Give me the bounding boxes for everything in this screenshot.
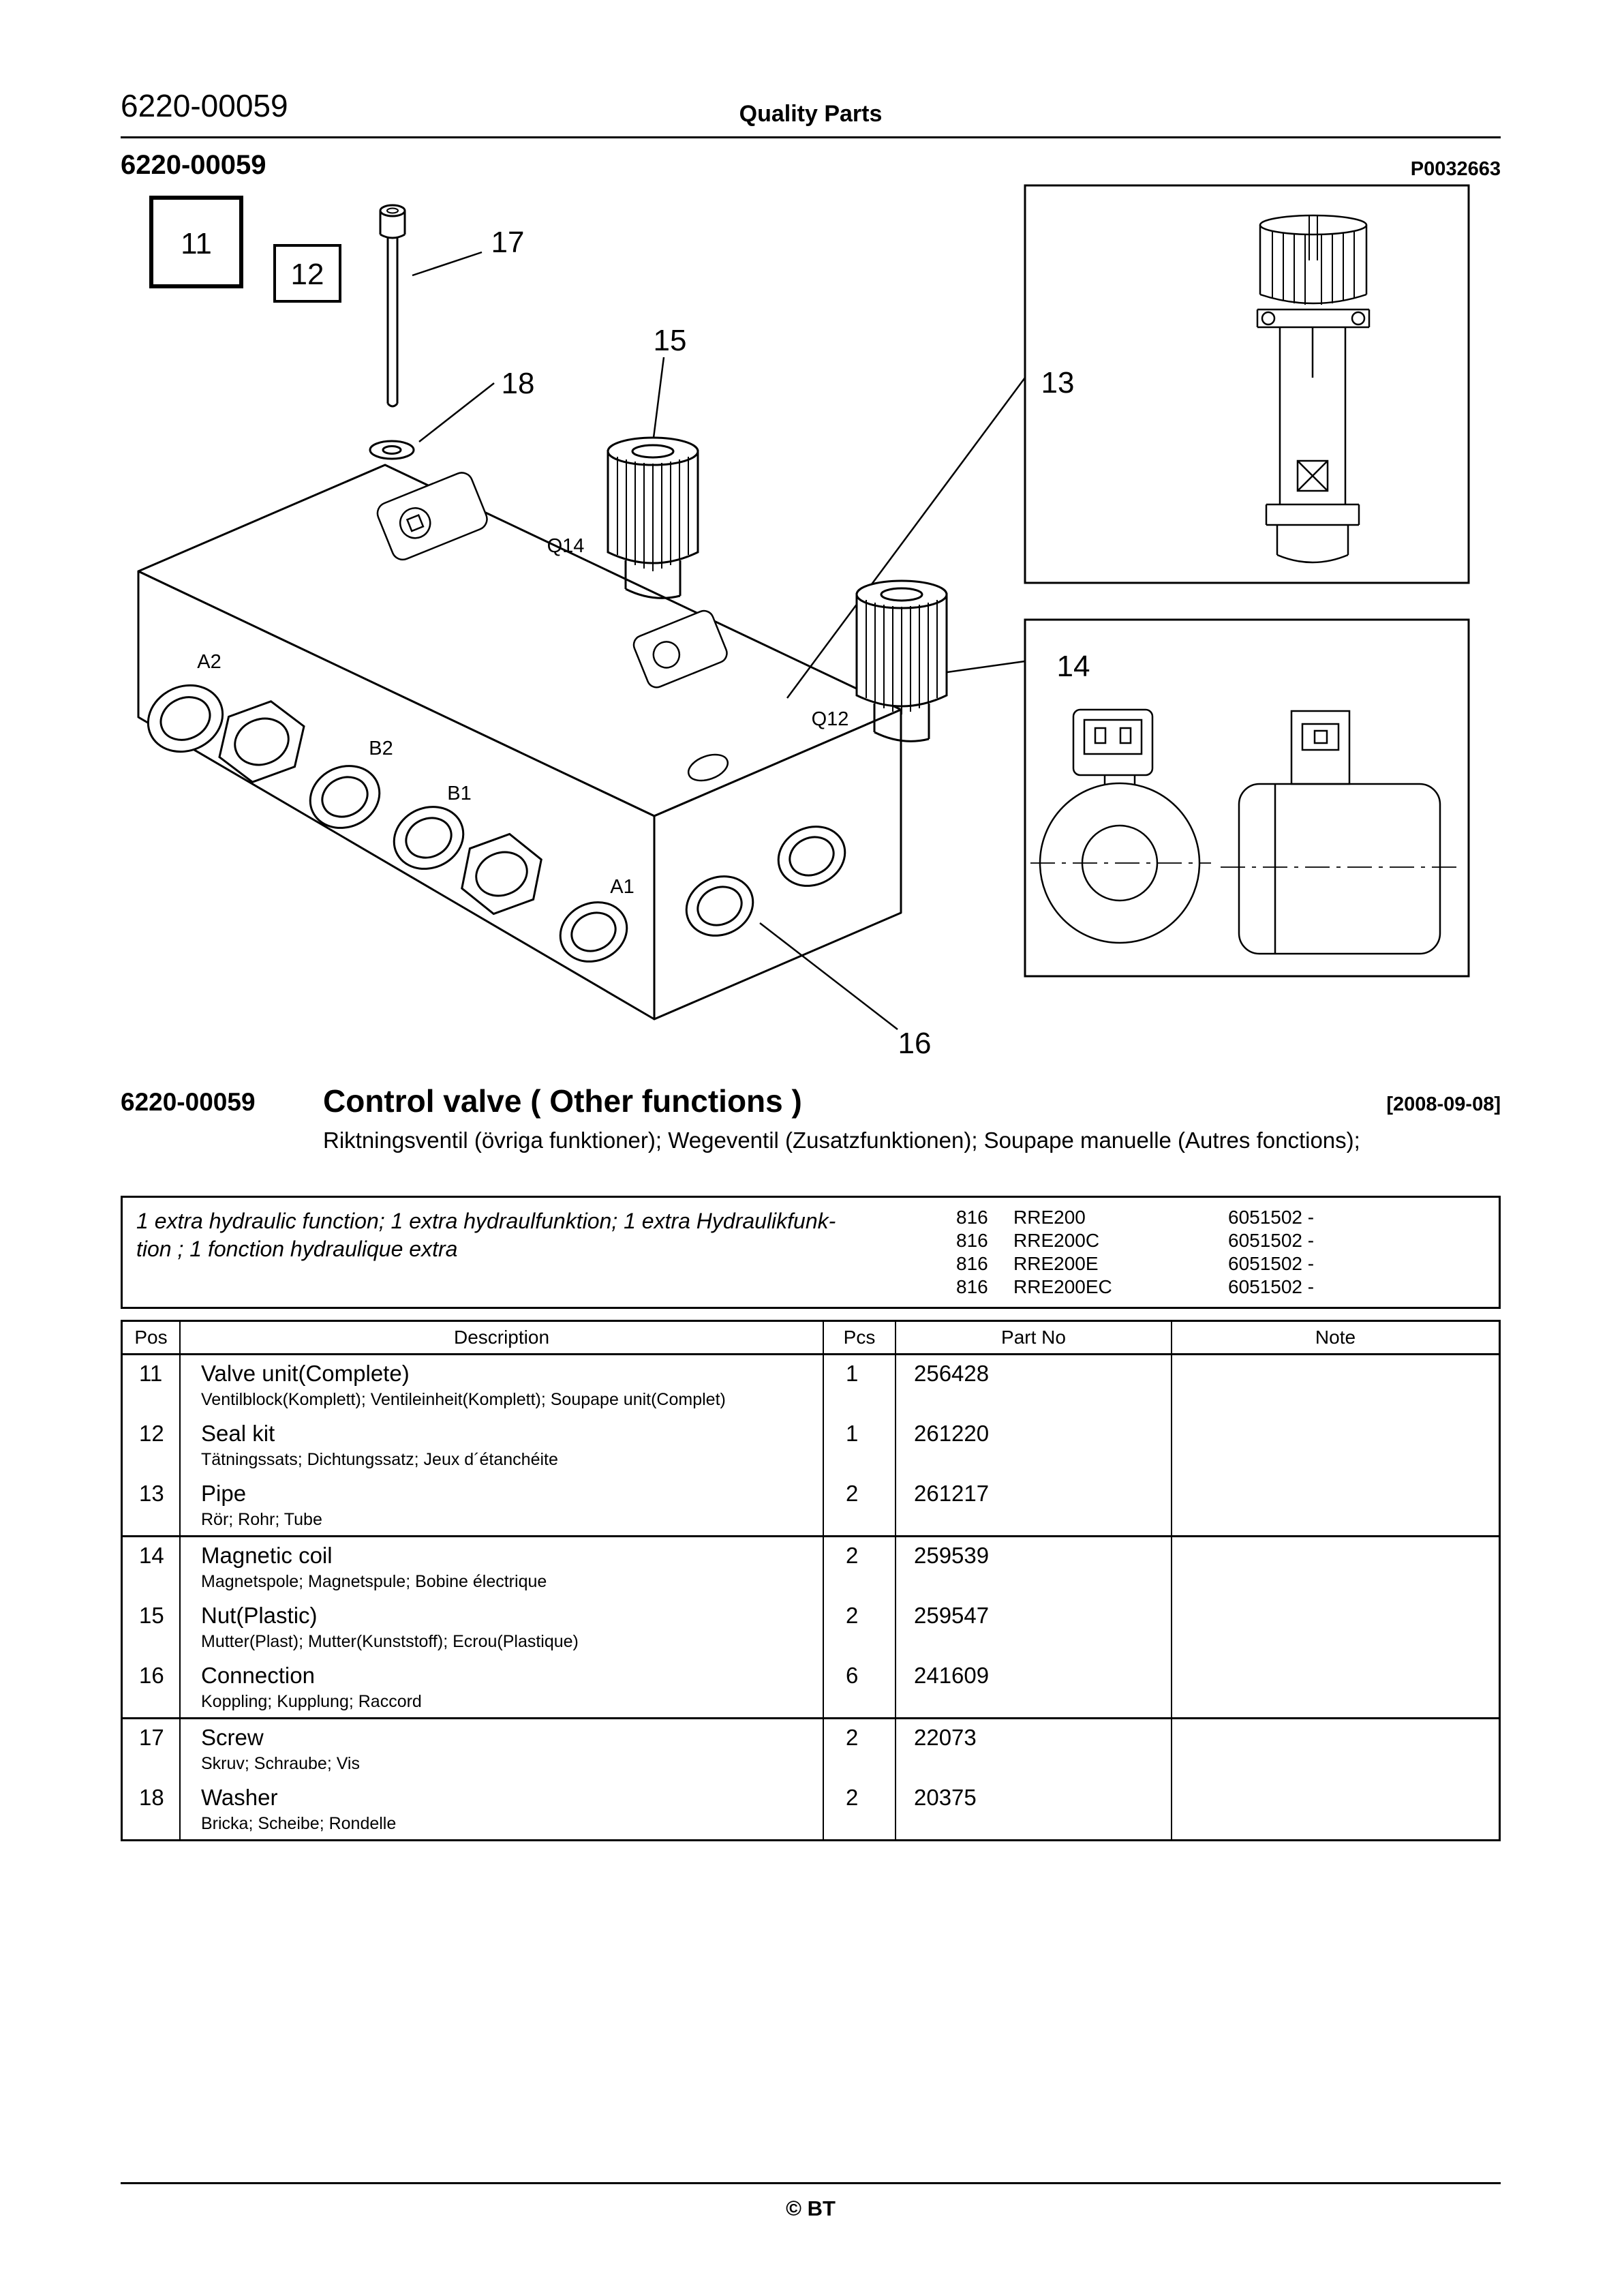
port-label-b1: B1 xyxy=(447,783,472,804)
part-pcs: 2 xyxy=(824,1597,896,1657)
part-note xyxy=(1172,1657,1499,1717)
port-label-q14: Q14 xyxy=(547,535,585,557)
part-note xyxy=(1172,1597,1499,1657)
callout-label-18: 18 xyxy=(501,367,535,400)
callout-label-14: 14 xyxy=(1056,650,1090,683)
header-center-title: Quality Parts xyxy=(739,101,883,127)
model-serial: 6051502 - xyxy=(1228,1230,1315,1251)
part-pcs: 2 xyxy=(824,1537,896,1597)
model-name: RRE200EC xyxy=(1013,1276,1112,1297)
part-description: Magnetic coil xyxy=(201,1543,333,1568)
variant-models xyxy=(956,1206,1314,1299)
part-number: 20375 xyxy=(896,1779,1172,1839)
part-description: Valve unit(Complete) xyxy=(201,1361,410,1386)
part-pos: 18 xyxy=(123,1779,181,1839)
part-pos: 13 xyxy=(123,1475,181,1535)
model-row xyxy=(956,1229,1314,1252)
part-description-i18n: Koppling; Kupplung; Raccord xyxy=(201,1692,422,1711)
model-name: RRE200E xyxy=(1013,1253,1099,1274)
part-description: Seal kit xyxy=(201,1421,275,1446)
part-number: 261217 xyxy=(896,1475,1172,1535)
part-number: 259547 xyxy=(896,1597,1172,1657)
model-name: RRE200C xyxy=(1013,1230,1100,1251)
part-description-i18n: Ventilblock(Komplett); Ventileinheit(Komplett); Soupape unit(Complet) xyxy=(201,1390,726,1409)
part-description-i18n: Skruv; Schraube; Vis xyxy=(201,1754,360,1773)
variant-description-line1: 1 extra hydraulic function; 1 extra hydraulfunktion; 1 extra Hydraulikfunk- xyxy=(136,1209,836,1233)
part-pcs: 1 xyxy=(824,1355,896,1415)
callout-label-15: 15 xyxy=(653,324,687,357)
footer-text: © BT xyxy=(786,2196,836,2220)
model-serial: 6051502 - xyxy=(1228,1276,1315,1297)
model-row xyxy=(956,1275,1314,1299)
part-pos: 15 xyxy=(123,1597,181,1657)
part-description-i18n: Rör; Rohr; Tube xyxy=(201,1510,322,1529)
section-subtitle: Riktningsventil (övriga funktioner); Wegeventil (Zusatzfunktionen); Soupape manuelle (Autres fonctions); xyxy=(323,1128,1360,1153)
detail-box-14 xyxy=(1025,620,1469,976)
part-description: Pipe xyxy=(201,1481,247,1506)
part-note xyxy=(1172,1415,1499,1475)
part-description-i18n: Bricka; Scheibe; Rondelle xyxy=(201,1814,397,1833)
part-note xyxy=(1172,1475,1499,1535)
part-number: 241609 xyxy=(896,1657,1172,1717)
plastic-nut-q14 xyxy=(608,438,698,598)
footer-rule xyxy=(121,2182,1501,2184)
col-header-part-no: Part No xyxy=(896,1322,1172,1353)
part-pos: 11 xyxy=(123,1355,181,1415)
table-row xyxy=(123,1657,1499,1717)
part-description-i18n: Mutter(Plast); Mutter(Kunststoff); Ecrou(Plastique) xyxy=(201,1632,579,1651)
port-label-q12: Q12 xyxy=(811,708,849,730)
variant-box xyxy=(121,1196,1501,1309)
header-rule xyxy=(121,136,1501,138)
section-title: Control valve ( Other functions ) xyxy=(323,1083,802,1119)
part-pcs: 2 xyxy=(824,1719,896,1779)
part-description: Screw xyxy=(201,1725,264,1750)
part-note xyxy=(1172,1779,1499,1839)
model-serial: 6051502 - xyxy=(1228,1253,1315,1274)
screw-17 xyxy=(380,205,405,406)
figure-code: P0032663 xyxy=(1410,158,1501,180)
part-description-i18n: Magnetspole; Magnetspule; Bobine électrique xyxy=(201,1572,547,1591)
header-doc-number: 6220-00059 xyxy=(121,88,288,123)
model-row xyxy=(956,1252,1314,1275)
col-header-pcs: Pcs xyxy=(824,1322,896,1353)
model-row xyxy=(956,1206,1314,1229)
table-group xyxy=(123,1537,1499,1719)
part-pos: 12 xyxy=(123,1415,181,1475)
section-doc-number: 6220-00059 xyxy=(121,1088,256,1116)
model-code: 816 xyxy=(956,1253,988,1274)
pipe-detail-drawing xyxy=(1257,215,1369,562)
exploded-diagram xyxy=(121,179,1501,1087)
table-row xyxy=(123,1537,1499,1597)
col-header-note: Note xyxy=(1315,1327,1356,1348)
callout-label-12: 12 xyxy=(290,258,324,291)
part-number: 22073 xyxy=(896,1719,1172,1779)
table-row xyxy=(123,1355,1499,1415)
table-row xyxy=(123,1415,1499,1475)
table-row xyxy=(123,1475,1499,1535)
callout-label-11: 11 xyxy=(181,227,212,260)
callout-label-16: 16 xyxy=(898,1027,932,1060)
part-pcs: 6 xyxy=(824,1657,896,1717)
detail-box-13 xyxy=(1025,185,1469,583)
callout-label-17: 17 xyxy=(491,226,525,259)
table-group xyxy=(123,1719,1499,1839)
port-label-b2: B2 xyxy=(369,738,393,759)
port-label-a1: A1 xyxy=(610,876,634,898)
table-header xyxy=(123,1322,1499,1355)
table-row xyxy=(123,1779,1499,1839)
part-pcs: 2 xyxy=(824,1779,896,1839)
part-number: 261220 xyxy=(896,1415,1172,1475)
col-header-description: Description xyxy=(181,1322,824,1353)
port-label-a2: A2 xyxy=(197,651,221,673)
part-description-i18n: Tätningssats; Dichtungssatz; Jeux d´étanchéite xyxy=(201,1450,558,1469)
part-description: Nut(Plastic) xyxy=(201,1603,318,1628)
part-number: 259539 xyxy=(896,1537,1172,1597)
part-note xyxy=(1172,1355,1499,1415)
figure-doc-number: 6220-00059 xyxy=(121,150,266,180)
part-pos: 14 xyxy=(123,1537,181,1597)
part-note xyxy=(1172,1719,1499,1779)
table-group xyxy=(123,1355,1499,1537)
table-row xyxy=(123,1597,1499,1657)
callout-label-13: 13 xyxy=(1041,366,1075,399)
model-code: 816 xyxy=(956,1276,988,1297)
part-pos: 17 xyxy=(123,1719,181,1779)
part-pcs: 2 xyxy=(824,1475,896,1535)
part-note xyxy=(1172,1537,1499,1597)
variant-description xyxy=(136,1207,836,1263)
part-pos: 16 xyxy=(123,1657,181,1717)
part-description: Washer xyxy=(201,1785,278,1810)
col-header-pos: Pos xyxy=(123,1322,181,1353)
washer-18 xyxy=(370,441,414,459)
coil-detail-drawing xyxy=(1030,710,1456,954)
model-name: RRE200 xyxy=(1013,1207,1086,1228)
table-row xyxy=(123,1719,1499,1779)
variant-description-line2: tion ; 1 fonction hydraulique extra xyxy=(136,1237,458,1261)
section-date: [2008-09-08] xyxy=(1386,1093,1501,1115)
part-number: 256428 xyxy=(896,1355,1172,1415)
model-code: 816 xyxy=(956,1230,988,1251)
model-code: 816 xyxy=(956,1207,988,1228)
model-serial: 6051502 - xyxy=(1228,1207,1315,1228)
part-pcs: 1 xyxy=(824,1415,896,1475)
part-description: Connection xyxy=(201,1663,315,1688)
parts-table xyxy=(121,1320,1501,1841)
